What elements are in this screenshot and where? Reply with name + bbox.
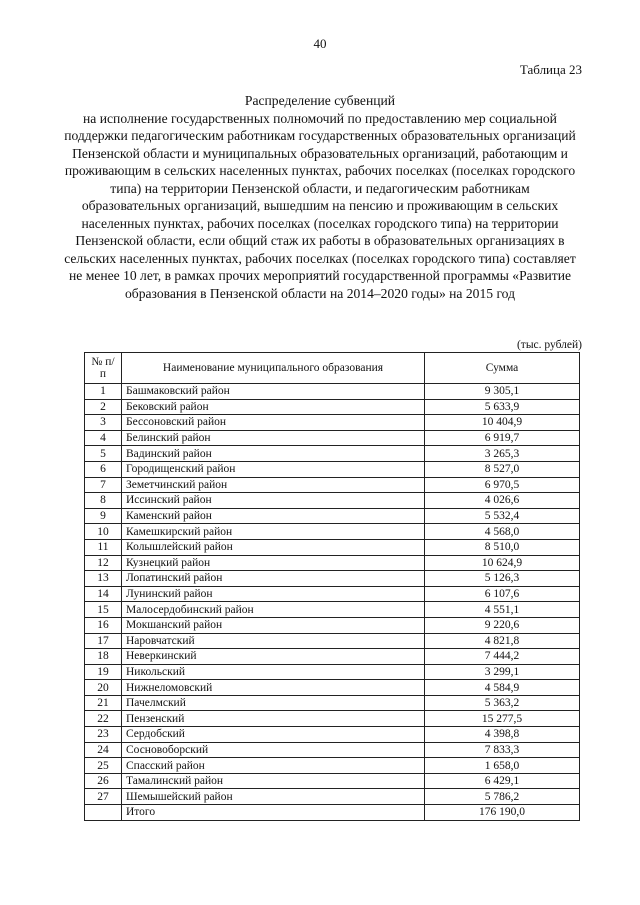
row-number: 10 — [85, 524, 122, 540]
row-name: Колышлейский район — [122, 539, 425, 555]
table-row — [85, 617, 580, 633]
table-row — [85, 477, 580, 493]
row-sum: 15 277,5 — [425, 711, 580, 727]
table-row — [85, 571, 580, 587]
row-number: 6 — [85, 461, 122, 477]
row-name: Кузнецкий район — [122, 555, 425, 571]
total-row — [85, 805, 580, 821]
table-row — [85, 649, 580, 665]
row-name: Никольский — [122, 664, 425, 680]
row-number: 9 — [85, 508, 122, 524]
table-row — [85, 695, 580, 711]
table-row — [85, 430, 580, 446]
row-sum: 6 919,7 — [425, 430, 580, 446]
row-number: 1 — [85, 384, 122, 400]
row-sum: 10 624,9 — [425, 555, 580, 571]
row-name: Белинский район — [122, 430, 425, 446]
table-label: Таблица 23 — [519, 62, 582, 77]
table-body — [85, 384, 580, 821]
row-name: Земетчинский район — [122, 477, 425, 493]
row-sum: 176 190,0 — [425, 805, 580, 821]
row-number: 25 — [85, 758, 122, 774]
row-name: Башмаковский район — [122, 384, 425, 400]
row-name: Вадинский район — [122, 446, 425, 462]
row-sum: 4 821,8 — [425, 633, 580, 649]
row-sum: 3 265,3 — [425, 446, 580, 462]
row-name: Каменский район — [122, 508, 425, 524]
row-number: 27 — [85, 789, 122, 805]
row-number: 23 — [85, 727, 122, 743]
table-header-row — [85, 353, 580, 384]
table-row — [85, 508, 580, 524]
row-sum: 5 532,4 — [425, 508, 580, 524]
header-sum: Сумма — [425, 353, 580, 384]
row-sum: 8 527,0 — [425, 461, 580, 477]
row-number: 26 — [85, 773, 122, 789]
header-name: Наименование муниципального образования — [122, 353, 425, 384]
table-row — [85, 493, 580, 509]
row-number: 16 — [85, 617, 122, 633]
title-body: на исполнение государственных полномочий по предоставлению мер социальной поддержки педагогическим работникам государственных образовательных организаций Пензенской области и муниципальных образовательных организаций, работающим и проживающим в сельских населенных пунктах, рабочих поселках (поселках городского типа) на территории Пензенской области, и педагогическим работникам образовательных организаций, вышедшим на пенсию и проживающим в сельских населенных пунктах, рабочих поселках (поселках городского типа) на территории Пензенской области, если общий стаж их работы в образовательных организациях в сельских населенных пунктах, рабочих поселках (поселках городского типа) составляет не менее 10 лет, в рамках прочих мероприятий государственной программы «Развитие образования в Пензенской области на 2014–2020 годы» на 2015 год — [64, 110, 576, 301]
row-number: 5 — [85, 446, 122, 462]
table-row — [85, 680, 580, 696]
row-name: Тамалинский район — [122, 773, 425, 789]
row-name: Шемышейский район — [122, 789, 425, 805]
row-name: Спасский район — [122, 758, 425, 774]
table-row — [85, 415, 580, 431]
row-name: Пензенский — [122, 711, 425, 727]
row-number: 15 — [85, 602, 122, 618]
page-number: 40 — [313, 36, 327, 51]
row-number: 8 — [85, 493, 122, 509]
row-sum: 7 833,3 — [425, 742, 580, 758]
table-row — [85, 711, 580, 727]
row-sum: 6 429,1 — [425, 773, 580, 789]
row-number: 7 — [85, 477, 122, 493]
row-number: 11 — [85, 539, 122, 555]
row-name: Городищенский район — [122, 461, 425, 477]
table-row — [85, 461, 580, 477]
row-name: Итого — [122, 805, 425, 821]
row-sum: 1 658,0 — [425, 758, 580, 774]
row-number: 3 — [85, 415, 122, 431]
row-sum: 4 398,8 — [425, 727, 580, 743]
row-sum: 10 404,9 — [425, 415, 580, 431]
table-row — [85, 633, 580, 649]
row-number: 4 — [85, 430, 122, 446]
row-sum: 5 363,2 — [425, 695, 580, 711]
row-sum: 6 107,6 — [425, 586, 580, 602]
row-sum: 9 305,1 — [425, 384, 580, 400]
row-sum: 4 584,9 — [425, 680, 580, 696]
row-number: 21 — [85, 695, 122, 711]
row-name: Бессоновский район — [122, 415, 425, 431]
row-sum: 3 299,1 — [425, 664, 580, 680]
row-number: 13 — [85, 571, 122, 587]
row-number: 22 — [85, 711, 122, 727]
row-sum: 5 633,9 — [425, 399, 580, 415]
units-note: (тыс. рублей) — [516, 339, 582, 351]
table-row — [85, 602, 580, 618]
row-name: Сосновоборский — [122, 742, 425, 758]
row-number: 17 — [85, 633, 122, 649]
table-row — [85, 727, 580, 743]
row-number: 12 — [85, 555, 122, 571]
row-name: Нижнеломовский — [122, 680, 425, 696]
row-name: Сердобский — [122, 727, 425, 743]
table-row — [85, 586, 580, 602]
row-sum: 4 568,0 — [425, 524, 580, 540]
title-heading: Распределение субвенций — [244, 93, 396, 108]
table-row — [85, 446, 580, 462]
subsidy-table — [84, 352, 580, 821]
row-number: 14 — [85, 586, 122, 602]
row-sum: 4 551,1 — [425, 602, 580, 618]
header-no: № п/п — [85, 353, 122, 384]
table-row — [85, 399, 580, 415]
row-number — [85, 805, 122, 821]
table-row — [85, 539, 580, 555]
table-row — [85, 384, 580, 400]
row-name: Иссинский район — [122, 493, 425, 509]
row-sum: 6 970,5 — [425, 477, 580, 493]
row-name: Лопатинский район — [122, 571, 425, 587]
row-name: Наровчатский — [122, 633, 425, 649]
row-name: Мокшанский район — [122, 617, 425, 633]
row-number: 2 — [85, 399, 122, 415]
row-name: Малосердобинский район — [122, 602, 425, 618]
row-name: Бековский район — [122, 399, 425, 415]
document-title — [60, 92, 580, 302]
table-row — [85, 664, 580, 680]
table-row — [85, 742, 580, 758]
row-sum: 5 786,2 — [425, 789, 580, 805]
row-name: Камешкирский район — [122, 524, 425, 540]
row-sum: 4 026,6 — [425, 493, 580, 509]
row-sum: 8 510,0 — [425, 539, 580, 555]
row-sum: 5 126,3 — [425, 571, 580, 587]
row-sum: 9 220,6 — [425, 617, 580, 633]
table-row — [85, 773, 580, 789]
table-row — [85, 789, 580, 805]
table-row — [85, 555, 580, 571]
row-name: Пачелмский — [122, 695, 425, 711]
row-number: 20 — [85, 680, 122, 696]
row-number: 19 — [85, 664, 122, 680]
row-sum: 7 444,2 — [425, 649, 580, 665]
table-row — [85, 524, 580, 540]
row-number: 24 — [85, 742, 122, 758]
table-row — [85, 758, 580, 774]
row-name: Лунинский район — [122, 586, 425, 602]
row-number: 18 — [85, 649, 122, 665]
row-name: Неверкинский — [122, 649, 425, 665]
